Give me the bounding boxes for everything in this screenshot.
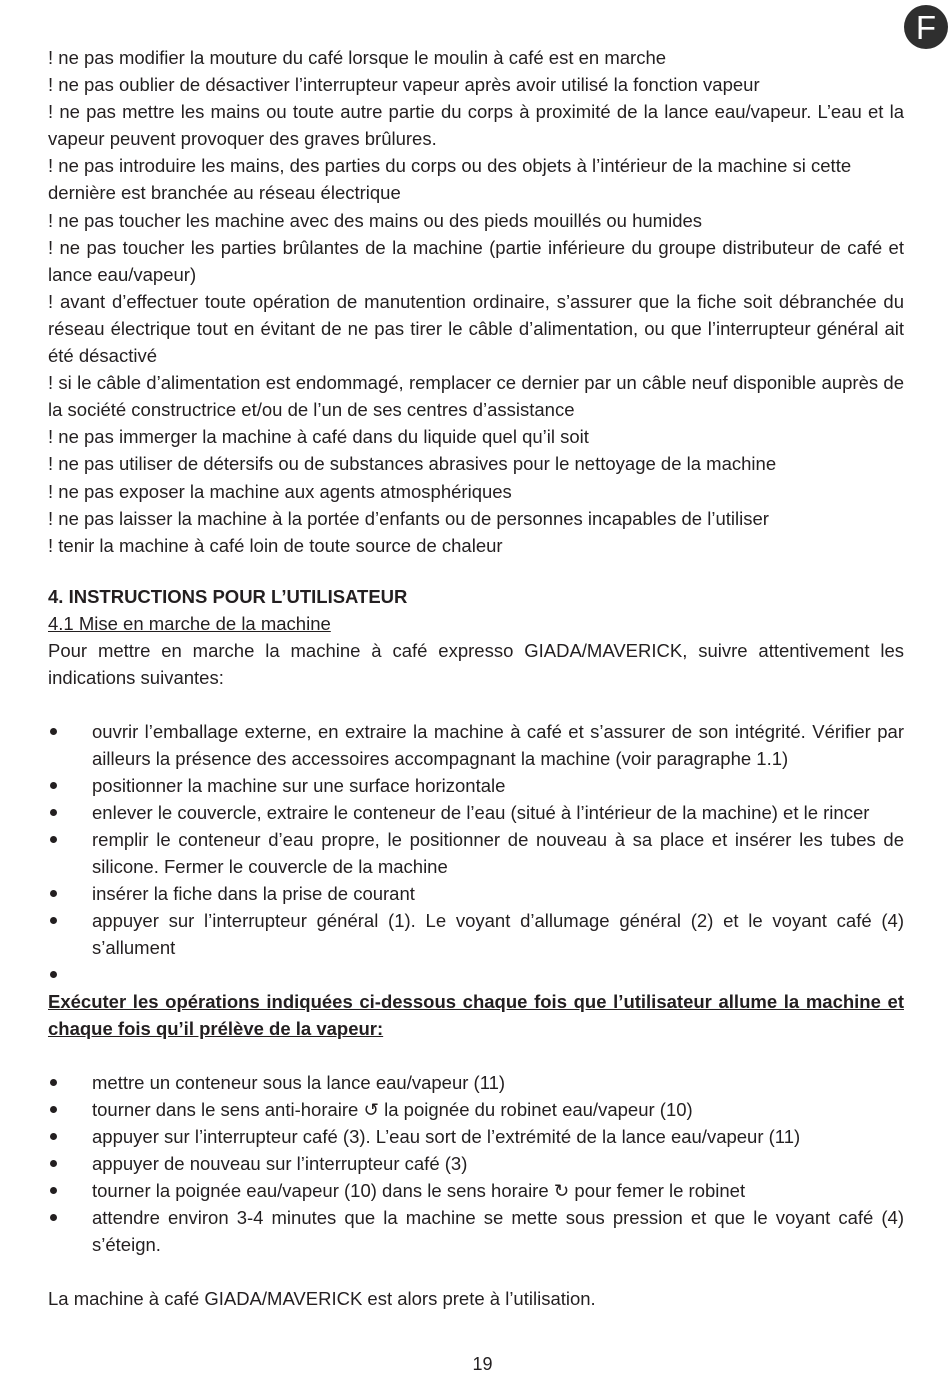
list-item: [48, 1177, 904, 1204]
list-item-text: mettre un conteneur sous la lance eau/vapeur (11): [92, 1071, 506, 1093]
warning-item: ! ne pas immerger la machine à café dans du liquide quel qu’il soit: [48, 426, 589, 448]
list-item-text: positionner la machine sur une surface horizontale: [92, 774, 506, 796]
list-item-text: tourner la poignée eau/vapeur (10) dans le sens horaire ↻ pour femer le robinet: [92, 1179, 746, 1201]
bullet-icon: [50, 728, 57, 735]
warning-item: ! ne pas mettre les mains ou toute autre partie du corps à proximité de la lance eau/vapeur. L’eau et la vapeur peuvent provoquer des graves brûlures.: [48, 101, 904, 150]
warning-item: ! ne pas utiliser de détersifs ou de substances abrasives pour le nettoyage de la machine: [48, 453, 777, 475]
bullet-icon: [50, 836, 57, 843]
warning-item: ! ne pas exposer la machine aux agents atmosphériques: [48, 480, 512, 502]
startup-steps-list: [48, 718, 904, 988]
list-item: [48, 718, 904, 772]
list-item-text: tourner dans le sens anti-horaire ↺ la poignée du robinet eau/vapeur (10): [92, 1098, 693, 1120]
list-item: [48, 1204, 904, 1258]
section-title: 4. INSTRUCTIONS POUR L’UTILISATEUR: [48, 585, 408, 607]
warning-item: ! ne pas laisser la machine à la portée d’enfants ou de personnes incapables de l’utiliser: [48, 507, 769, 529]
list-item: [48, 1096, 904, 1123]
bullet-icon: [50, 1160, 57, 1167]
bullet-icon: [50, 1133, 57, 1140]
list-item: [48, 1069, 904, 1096]
subsection-title: 4.1 Mise en marche de la machine: [48, 612, 331, 634]
list-item: [48, 880, 904, 907]
list-item-text: enlever le couvercle, extraire le conteneur de l’eau (situé à l’intérieur de la machine) et le rincer: [92, 801, 870, 823]
list-item-text: appuyer sur l’interrupteur café (3). L’eau sort de l’extrémité de la lance eau/vapeur (11): [92, 1125, 801, 1147]
list-item: [48, 1150, 904, 1177]
warning-item: ! ne pas oublier de désactiver l’interrupteur vapeur après avoir utilisé la fonction vapeur: [48, 74, 760, 96]
list-item-text: appuyer de nouveau sur l’interrupteur café (3): [92, 1152, 468, 1174]
bullet-icon: [50, 809, 57, 816]
bullet-icon: [50, 782, 57, 789]
language-badge: F: [904, 5, 948, 49]
warnings-list: [48, 44, 904, 559]
bullet-icon: [50, 971, 57, 978]
bullet-icon: [50, 917, 57, 924]
intro-paragraph: Pour mettre en marche la machine à café expresso GIADA/MAVERICK, suivre attentivement les indications suivantes:: [48, 639, 904, 688]
list-item-text: insérer la fiche dans la prise de courant: [92, 882, 415, 904]
bullet-icon: [50, 1214, 57, 1221]
warning-item: ! tenir la machine à café loin de toute source de chaleur: [48, 534, 503, 556]
warning-item: ! ne pas toucher les parties brûlantes de la machine (partie inférieure du groupe distributeur de café et lance eau/vapeur): [48, 236, 904, 285]
page-number: 19: [472, 1354, 493, 1374]
list-item: [48, 826, 904, 880]
closing-paragraph: La machine à café GIADA/MAVERICK est alors prete à l’utilisation.: [48, 1287, 596, 1309]
warning-item: ! si le câble d’alimentation est endommagé, remplacer ce dernier par un câble neuf disponible auprès de la société constructrice et/ou de l’un de ses centres d’assistance: [48, 372, 904, 421]
list-item-text: attendre environ 3-4 minutes que la machine se mette sous pression et que le voyant café (4) s’éteign.: [92, 1206, 904, 1255]
warning-item: ! ne pas introduire les mains, des parties du corps ou des objets à l’intérieur de la machine si cette dernière est branchée au réseau électrique: [48, 155, 852, 204]
page-content: [48, 44, 904, 1312]
warning-item: ! ne pas toucher les machine avec des mains ou des pieds mouillés ou humides: [48, 209, 703, 231]
warning-item: ! avant d’effectuer toute opération de manutention ordinaire, s’assurer que la fiche soit débranchée du réseau électrique tout en évitant de ne pas tirer le câble d’alimentation, ou que l’interrupteur général ait été désactivé: [48, 290, 904, 367]
list-item: [48, 799, 904, 826]
list-item-text: remplir le conteneur d’eau propre, le positionner de nouveau à sa place et insérer les tubes de silicone. Fermer le couvercle de la machine: [92, 828, 904, 877]
list-item: [48, 1123, 904, 1150]
list-item-text: appuyer sur l’interrupteur général (1). Le voyant d’allumage général (2) et le voyant café (4) s’allument: [92, 909, 904, 958]
list-item: [48, 907, 904, 961]
list-item: [48, 772, 904, 799]
list-item-text: ouvrir l’emballage externe, en extraire la machine à café et s’assurer de son intégrité. Vérifier par ailleurs la présence des accessoires accompagnant la machine (voir paragraphe 1.1): [92, 720, 904, 769]
list-item: [48, 961, 904, 988]
warning-item: ! ne pas modifier la mouture du café lorsque le moulin à café est en marche: [48, 47, 667, 68]
bullet-icon: [50, 890, 57, 897]
bullet-icon: [50, 1079, 57, 1086]
bullet-icon: [50, 1187, 57, 1194]
steam-steps-list: [48, 1069, 904, 1258]
usage-note: Exécuter les opérations indiquées ci-dessous chaque fois que l’utilisateur allume la machine et chaque fois qu’il prélève de la vapeur:: [48, 990, 904, 1039]
bullet-icon: [50, 1106, 57, 1113]
